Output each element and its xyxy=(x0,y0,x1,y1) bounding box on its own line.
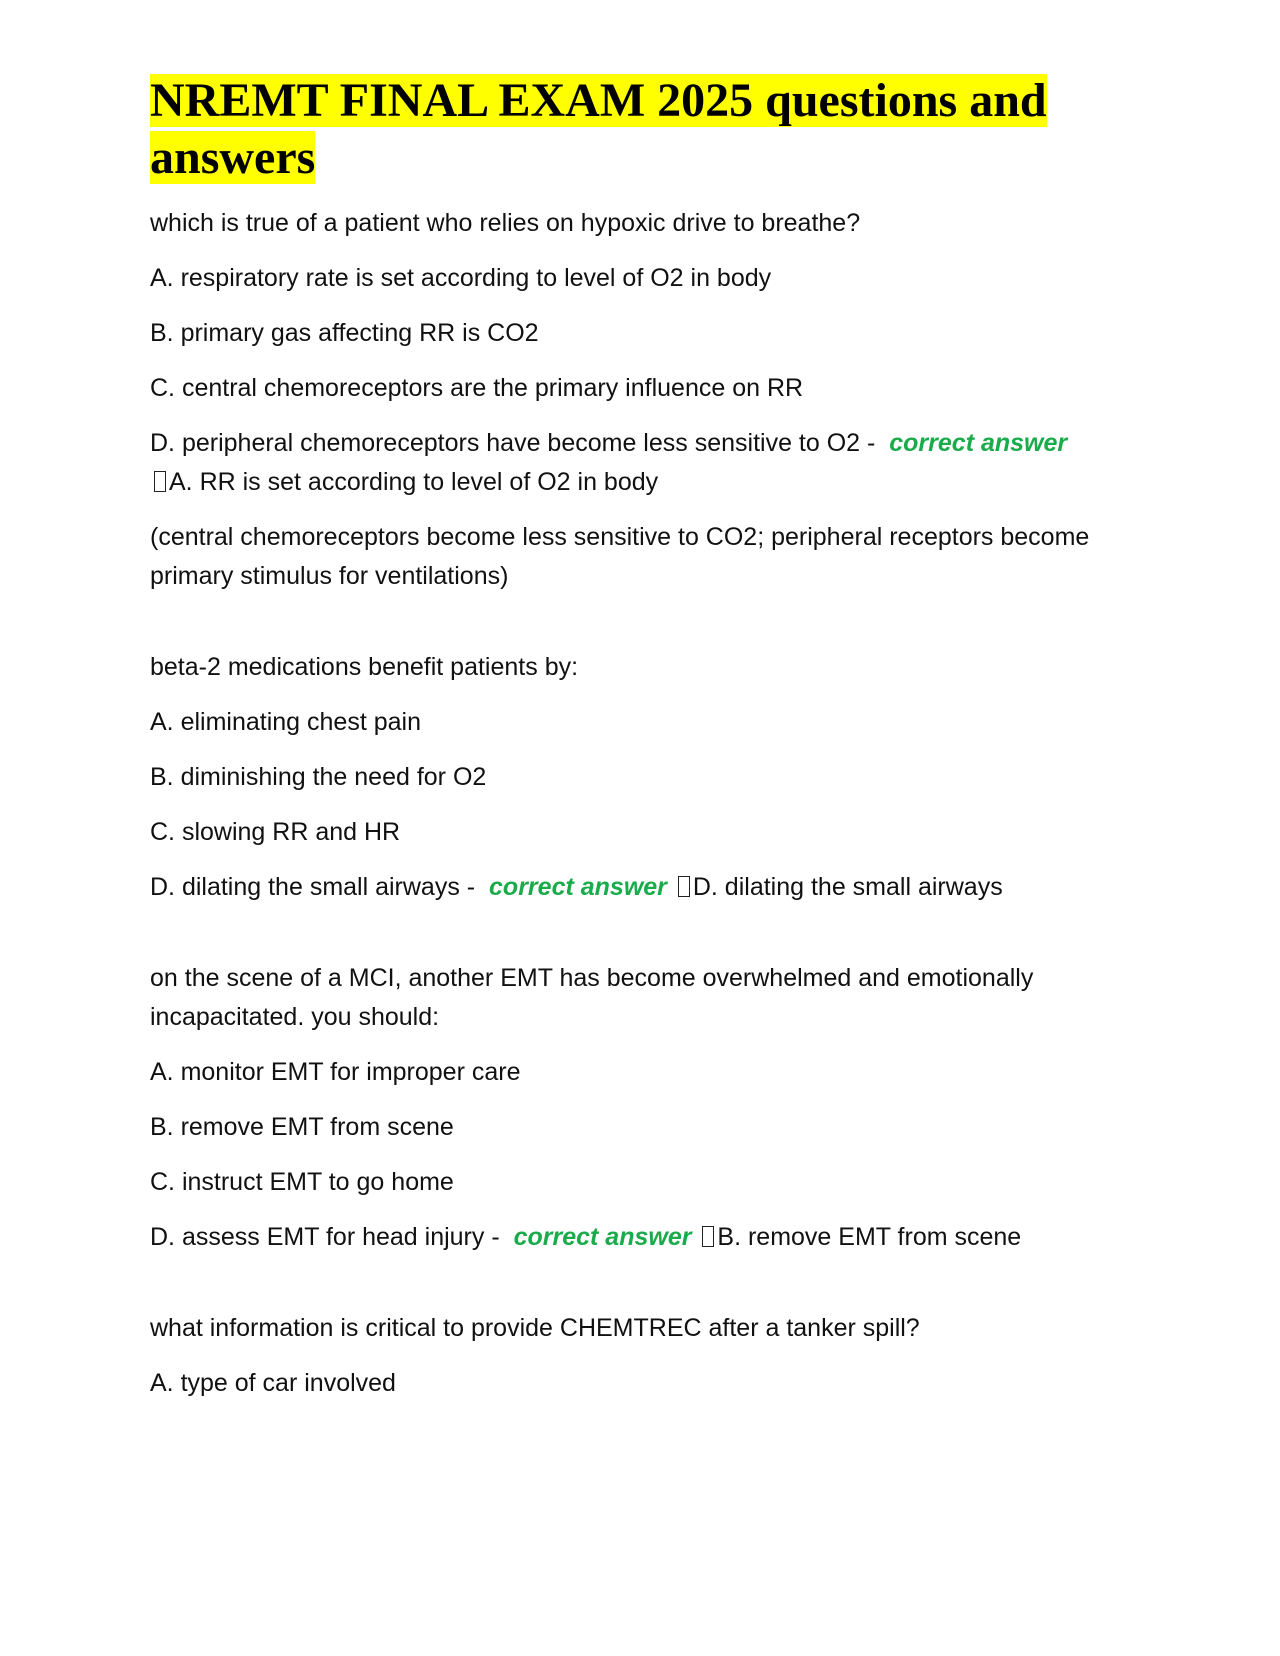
correct-answer-text: A. RR is set according to level of O2 in body xyxy=(169,468,659,496)
question-block-4 xyxy=(150,1309,1130,1403)
question-text: beta-2 medications benefit patients by: xyxy=(150,653,579,681)
option-b: B. remove EMT from scene xyxy=(150,1113,454,1141)
question-block-1 xyxy=(150,204,1130,596)
question-text: which is true of a patient who relies on hypoxic drive to breathe? xyxy=(150,209,861,237)
answer-explanation: (central chemoreceptors become less sensitive to CO2; peripheral receptors become primary stimulus for ventilations) xyxy=(150,523,1090,590)
option-b: B. primary gas affecting RR is CO2 xyxy=(150,319,539,347)
correct-answer-text: B. remove EMT from scene xyxy=(717,1223,1022,1251)
correct-answer-label: correct answer xyxy=(513,1223,692,1251)
correct-answer-label: correct answer xyxy=(889,429,1068,457)
option-a: A. type of car involved xyxy=(150,1369,396,1397)
option-d-with-answer xyxy=(150,868,1130,907)
missing-glyph-icon xyxy=(702,1226,714,1247)
correct-answer-label: correct answer xyxy=(489,873,667,901)
question-text: on the scene of a MCI, another EMT has become overwhelmed and emotionally incapacitated. you should: xyxy=(150,964,1034,1031)
option-c: C. slowing RR and HR xyxy=(150,818,401,846)
missing-glyph-icon xyxy=(678,876,690,897)
missing-glyph-icon xyxy=(154,471,166,492)
option-d-with-answer xyxy=(150,1218,1130,1257)
question-block-2 xyxy=(150,648,1130,907)
title-highlight: NREMT FINAL EXAM 2025 questions and answers xyxy=(150,74,1047,184)
option-d: D. peripheral chemoreceptors have become less sensitive to O2 - xyxy=(150,429,876,457)
option-d-with-answer xyxy=(150,424,1130,502)
document-title xyxy=(150,72,1130,186)
question-text: what information is critical to provide CHEMTREC after a tanker spill? xyxy=(150,1314,920,1342)
question-block-3 xyxy=(150,959,1130,1257)
option-a: A. respiratory rate is set according to level of O2 in body xyxy=(150,264,772,292)
option-d: D. assess EMT for head injury - xyxy=(150,1223,500,1251)
correct-answer-text: D. dilating the small airways xyxy=(692,873,1003,901)
option-c: C. central chemoreceptors are the primary influence on RR xyxy=(150,374,804,402)
option-a: A. eliminating chest pain xyxy=(150,708,421,736)
document-content xyxy=(150,72,1130,1419)
option-a: A. monitor EMT for improper care xyxy=(150,1058,521,1086)
option-b: B. diminishing the need for O2 xyxy=(150,763,487,791)
option-c: C. instruct EMT to go home xyxy=(150,1168,454,1196)
option-d: D. dilating the small airways - xyxy=(150,873,476,901)
